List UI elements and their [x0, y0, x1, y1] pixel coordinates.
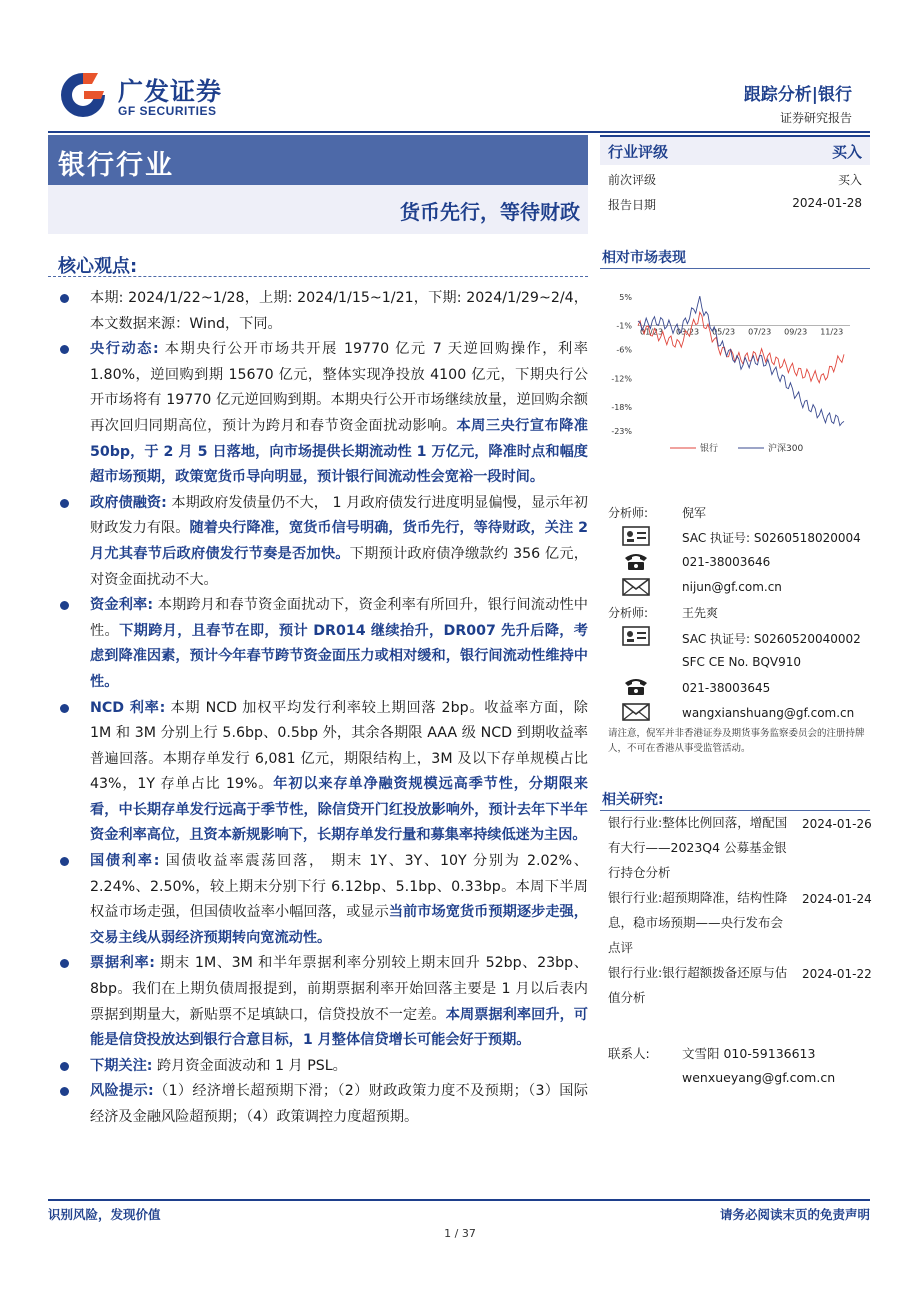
- logo-text-cn: 广发证券: [118, 77, 223, 106]
- bullet-emphasis: 随着央行降准，宽货币信号明确，货币先行，等待财政，关注 2 月尤其春节后政府债发行节奏是否加快。: [90, 520, 588, 562]
- core-view-item: [60, 951, 588, 1053]
- bullet-key: 资金利率:: [90, 597, 154, 614]
- report-category: 跟踪分析|银行: [743, 85, 852, 105]
- y-tick-label: -6%: [616, 345, 632, 355]
- bullet-key: 票据利率:: [90, 955, 155, 972]
- bullet-text: 本期政府发债量仍不大， 1 月政府债发行进度明显偏慢，显示年初财政发力有限。: [90, 494, 588, 537]
- gf-logo-icon: [58, 70, 108, 120]
- legend-label: 沪深300: [768, 444, 804, 454]
- bullet-text: 本期 NCD 加权平均发行利率较上期回落 2bp。收益率方面，除 1M 和 3M 分别上行 5.6bp、0.5bp 外，其余各期限 AAA 级 NCD 到期收益率普遍回落。本期存单发行 6,081 亿元，期限结构上，3M 及以下存单规模占比 43%，1Y 存单占比 19%。: [90, 699, 588, 793]
- y-tick-label: -12%: [611, 374, 632, 384]
- header-divider: [48, 131, 870, 133]
- core-view-item: [60, 286, 588, 337]
- bullet-emphasis: 本周票据利率回升，可能是信贷投放达到银行合意目标，1 月整体信贷增长可能会好于预期。: [90, 1006, 588, 1049]
- logo-text-en: GF SECURITIES: [118, 104, 217, 118]
- core-view-title: 核心观点:: [58, 256, 138, 277]
- phone-icon: [622, 677, 650, 697]
- title-band: [48, 135, 588, 185]
- footer-disclaimer: 请务必阅读末页的免责声明: [719, 1207, 870, 1222]
- prev-rating-value: 买入: [837, 173, 862, 187]
- core-view-item: [60, 1054, 588, 1080]
- report-subtitle: 货币先行，等待财政: [400, 200, 580, 224]
- bullet-text: （1）经济增长超预期下滑；（2）财政政策力度不及预期；（3）国际经济及金融风险超预期；（4）政策调控力度超预期。: [90, 1083, 588, 1125]
- analyst2-email[interactable]: wangxianshuang@gf.com.cn: [682, 706, 855, 720]
- email-icon: [622, 702, 650, 722]
- bullet-text: 期末 1M、3M 和半年票据利率分别较上期末回升 52bp、23bp、8bp。我们在上期负债周报提到，前期票据利率开始回落主要是 1 月以后表内票据到期量大，新贴票不足填缺口，信贷投放不一定差。: [90, 955, 588, 1023]
- bullet-text: 下期预计政府债净缴款约 356 亿元，对资金面扰动不大。: [90, 545, 588, 588]
- bullet-text: 跨月资金面波动和 1 月 PSL。: [152, 1057, 347, 1074]
- bullet-emphasis: 当前市场宽货币预期逐步走强，交易主线从弱经济预期转向宽流动性。: [90, 904, 588, 946]
- contact-name-phone: 文雪阳 010-59136613: [682, 1046, 816, 1061]
- bullet-key: 国债利率:: [90, 853, 160, 870]
- rating-value: 买入: [831, 143, 862, 161]
- bullet-text: 本期央行公开市场共开展 19770 亿元 7 天逆回购操作，利率 1.80%，逆回购到期 15670 亿元，整体实现净投放 4100 亿元，下期央行公开市场将有 19770 亿元逆回购到期。本期央行公开市场继续放量，逆回购余额再次回归同期高位，预计为跨月和春节资金面扰动影响。: [90, 341, 588, 434]
- y-tick-label: 5%: [619, 293, 632, 302]
- related-item-text[interactable]: 银行行业:整体比例回落，增配国有大行——2023Q4 公募基金银行持仓分析: [608, 815, 788, 880]
- y-tick-label: -23%: [611, 427, 632, 436]
- analyst1-sac: SAC 执证号: S0260518020004: [682, 531, 861, 545]
- series-line: [638, 312, 844, 382]
- related-item-text[interactable]: 银行行业:银行超额拨备还原与估值分析: [608, 965, 788, 1005]
- analyst2-role: 分析师:: [608, 606, 649, 620]
- x-tick-label: 09/23: [784, 327, 808, 337]
- contact-label: 联系人:: [608, 1046, 650, 1061]
- core-view-item: [60, 696, 588, 850]
- report-date-value: 2024-01-28: [792, 196, 862, 210]
- core-view-list: [60, 286, 588, 1131]
- analyst1-email[interactable]: nijun@gf.com.cn: [682, 580, 782, 594]
- footer-slogan: 识别风险，发现价值: [48, 1207, 161, 1222]
- related-research-title: 相关研究:: [602, 792, 664, 808]
- core-view-item: [60, 1079, 588, 1130]
- x-tick-label: 11/23: [820, 327, 844, 337]
- analyst2-name: 王先爽: [682, 606, 719, 620]
- analyst2-sac: SAC 执证号: S0260520040002: [682, 632, 861, 646]
- market-section-title: 相对市场表现: [602, 250, 686, 266]
- rating-label: 行业评级: [608, 143, 669, 161]
- y-tick-label: -18%: [611, 403, 632, 413]
- bullet-text: 国债收益率震荡回落， 期末 1Y、3Y、10Y 分别为 2.02%、2.24%、2.50%，较上期末分别下行 6.12bp、5.1bp、0.33bp。本周下半周权益市场走强，但国债收益率小幅回落，或显示: [90, 853, 588, 921]
- analyst1-role: 分析师:: [608, 506, 649, 520]
- report-title: 银行行业: [58, 150, 174, 181]
- related-item-date: 2024-01-22: [802, 967, 872, 981]
- market-section-divider: [600, 268, 870, 269]
- bullet-key: 风险提示:: [90, 1083, 154, 1100]
- relative-performance-chart: [600, 285, 870, 460]
- core-view-item: [60, 849, 588, 951]
- x-tick-label: 07/23: [748, 327, 772, 337]
- bullet-emphasis: 年初以来存单净融资规模远高季节性，分期限来看，中长期存单发行远高于季节性，除信贷开门红投放影响外，预计去年下半年资金利率高位，且资本新规影响下，长期存单发行量和募集率持续低迷为主因。: [90, 776, 588, 844]
- legend-label: 银行: [700, 444, 719, 454]
- analyst1-phone: 021-38003646: [682, 555, 771, 569]
- x-tick-label: 05/23: [712, 327, 736, 337]
- gf-logo: [58, 70, 258, 120]
- core-view-divider: [48, 276, 588, 277]
- footer-divider: [48, 1199, 870, 1201]
- y-tick-label: -1%: [616, 321, 632, 331]
- core-view-item: [60, 491, 588, 593]
- x-tick-label: 03/23: [676, 327, 700, 337]
- analyst2-phone: 021-38003645: [682, 681, 771, 695]
- rating-box: [600, 135, 870, 165]
- core-view-item: [60, 337, 588, 491]
- analyst2-sfc: SFC CE No. BQV910: [682, 655, 802, 669]
- license-note: 请注意，倪军并非香港证券及期货事务监察委员会的注册持牌人，不可在香港从事受监管活动。: [608, 728, 865, 754]
- bullet-key: 央行动态:: [90, 341, 159, 358]
- bullet-key: 下期关注:: [90, 1057, 153, 1074]
- core-view-item: [60, 593, 588, 695]
- bullet-emphasis: 下期跨月，且春节在即，预计 DR014 继续抬升，DR007 先升后降，考虑到降准因素，预计今年春节跨节资金面压力或相对缓和，银行间流动性维持中性。: [90, 622, 588, 690]
- report-type: 证券研究报告: [779, 111, 852, 125]
- id-card-icon: [622, 526, 650, 546]
- email-icon: [622, 577, 650, 597]
- bullet-key: 政府债融资:: [90, 494, 167, 511]
- subtitle-band: [48, 185, 588, 234]
- bullet-text: 本期: 2024/1/22~1/28，上期: 2024/1/15~1/21，下期: 2024/1/29~2/4，本文数据来源：Wind，下同。: [90, 290, 588, 332]
- x-tick-label: 01/23: [640, 327, 664, 337]
- related-item-date: 2024-01-24: [802, 892, 872, 906]
- related-item-date: 2024-01-26: [802, 817, 872, 831]
- phone-icon: [622, 552, 650, 572]
- analyst1-name: 倪军: [682, 506, 707, 520]
- related-item-text[interactable]: 银行行业:超预期降准，结构性降息，稳市场预期——央行发布会点评: [608, 890, 788, 955]
- page-number: 1 / 37: [444, 1227, 476, 1240]
- bullet-emphasis: 本周三央行宣布降准 50bp，于 2 月 5 日落地，向市场提供长期流动性 1 万亿元，降准时点和幅度超市场预期，政策宽货币导向明显，预计银行间流动性会宽裕一段时间。: [90, 417, 588, 486]
- bullet-key: NCD 利率:: [90, 699, 166, 716]
- bullet-text: 本期跨月和春节资金面扰动下，资金利率有所回升，银行间流动性中性。: [90, 597, 588, 639]
- report-date-label: 报告日期: [608, 198, 657, 212]
- contact-email[interactable]: wenxueyang@gf.com.cn: [682, 1070, 836, 1085]
- prev-rating-label: 前次评级: [608, 173, 657, 187]
- id-card-icon: [622, 626, 650, 646]
